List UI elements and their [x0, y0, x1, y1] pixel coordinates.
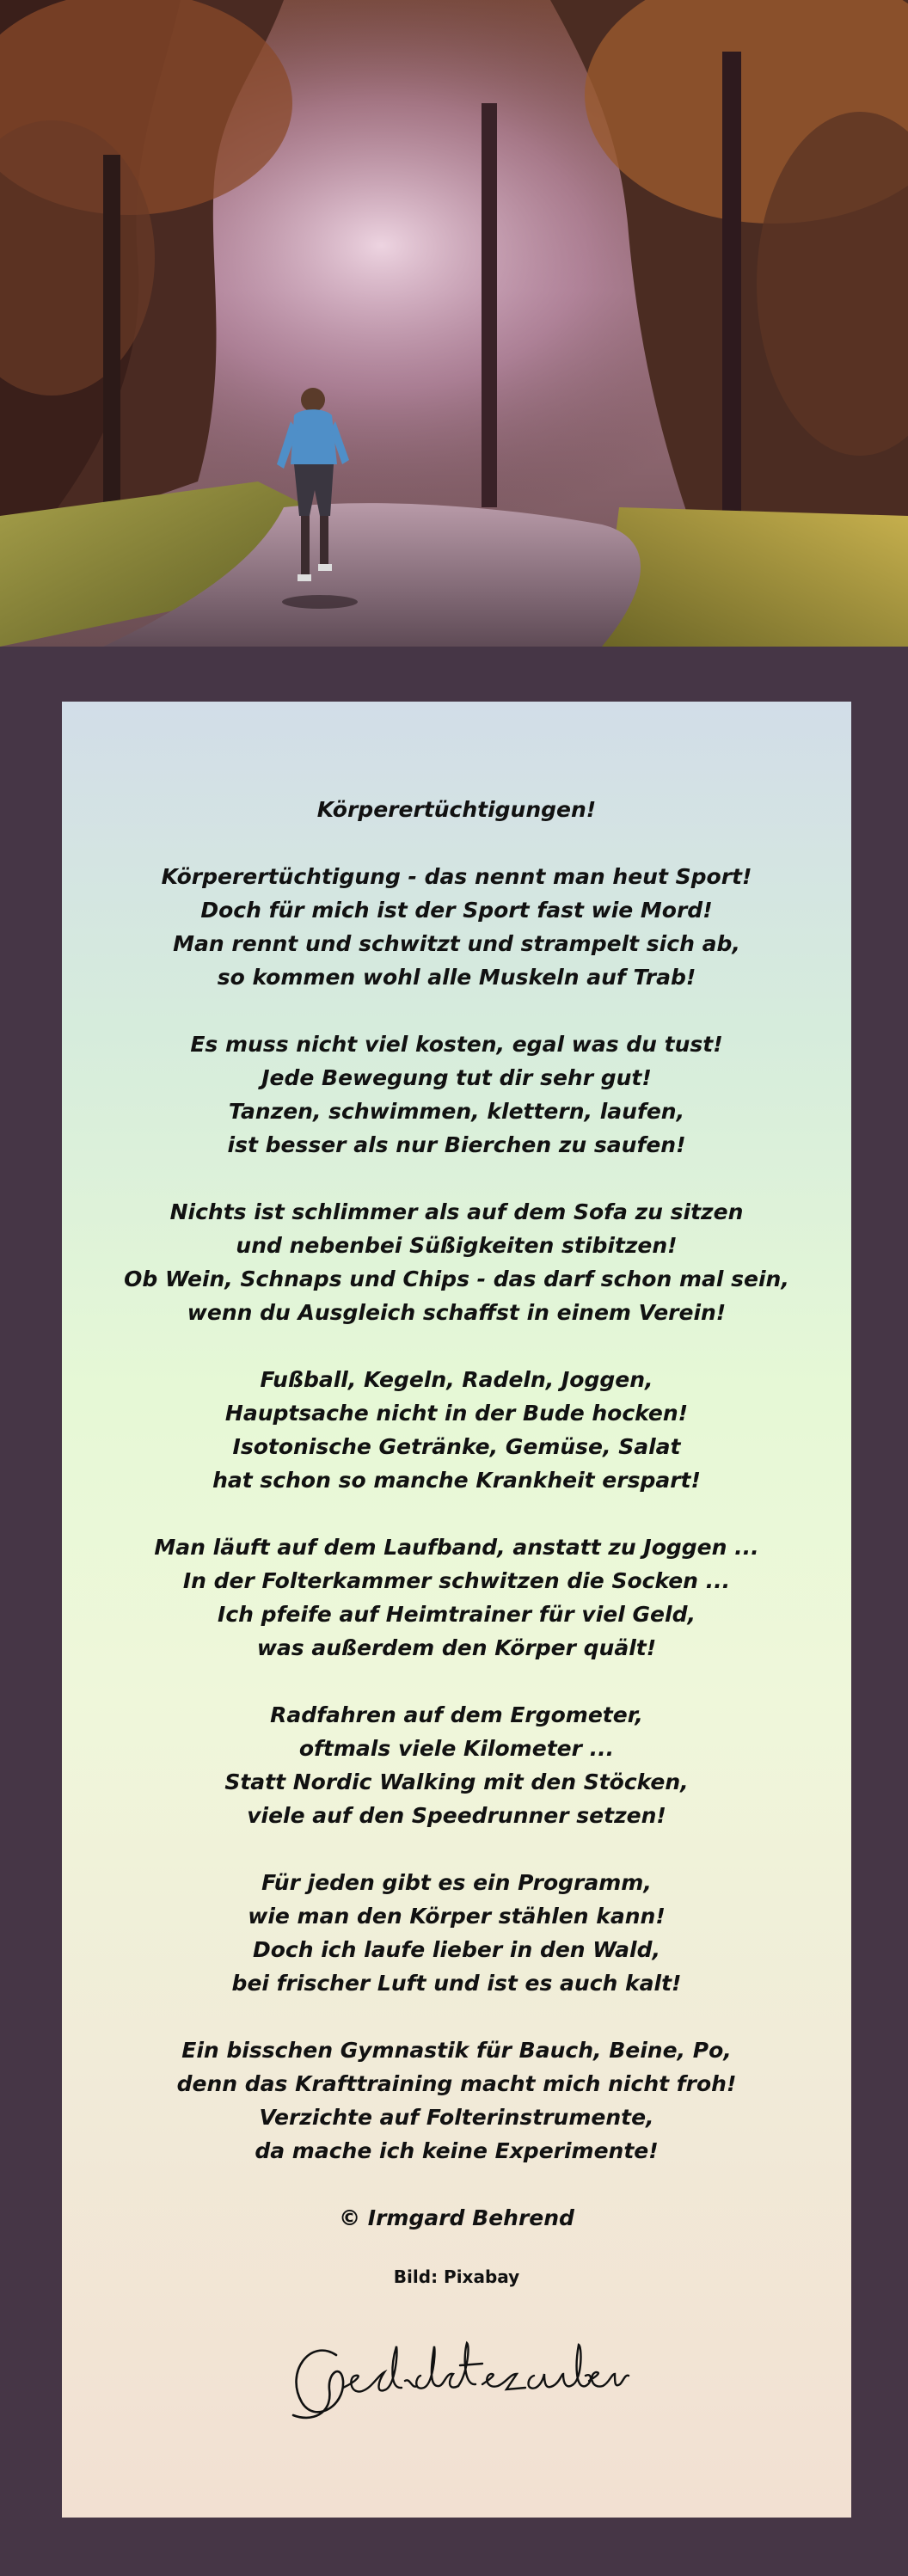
- poem-line: Fußball, Kegeln, Radeln, Joggen,: [260, 1367, 653, 1392]
- copyright: © Irmgard Behrend: [339, 2205, 574, 2230]
- stanza-1: [62, 860, 851, 994]
- poem-line: und nebenbei Süßigkeiten stibitzen!: [236, 1233, 678, 1258]
- poem-line: Ein bisschen Gymnastik für Bauch, Beine, Po,: [181, 2038, 732, 2063]
- poem-line: Für jeden gibt es ein Programm,: [261, 1870, 652, 1895]
- poem-line: Körperertüchtigung - das nennt man heut Sport!: [161, 864, 752, 889]
- poem-line: Es muss nicht viel kosten, egal was du tust!: [190, 1032, 723, 1057]
- poem-line: Doch für mich ist der Sport fast wie Mord!: [200, 898, 713, 923]
- poem-line: viele auf den Speedrunner setzen!: [247, 1803, 666, 1828]
- poem-line: Ich pfeife auf Heimtrainer für viel Geld,: [218, 1602, 696, 1627]
- poem-title: Körperertüchtigungen!: [316, 797, 597, 822]
- poem-line: Hauptsache nicht in der Bude hocken!: [224, 1401, 689, 1426]
- stanza-2: [62, 1027, 851, 1162]
- poem: [62, 793, 851, 2427]
- poem-line: Statt Nordic Walking mit den Stöcken,: [224, 1769, 689, 1794]
- poem-line: Tanzen, schwimmen, klettern, laufen,: [228, 1099, 685, 1124]
- stanza-8: [62, 2033, 851, 2168]
- poem-line: denn das Krafttraining macht mich nicht froh!: [176, 2071, 737, 2096]
- poem-line: oftmals viele Kilometer ...: [298, 1736, 615, 1761]
- poem-line: wenn du Ausgleich schaffst in einem Verein!: [187, 1300, 727, 1325]
- poem-line: Isotonische Getränke, Gemüse, Salat: [232, 1434, 681, 1459]
- poem-line: so kommen wohl alle Muskeln auf Trab!: [217, 965, 696, 990]
- header-photo: [0, 0, 908, 647]
- jogger-on-forest-path-photo: [0, 0, 908, 647]
- poem-line: Doch ich laufe lieber in den Wald,: [252, 1937, 661, 1962]
- image-credit: Bild: Pixabay: [393, 2266, 520, 2287]
- poem-line: hat schon so manche Krankheit erspart!: [212, 1468, 701, 1493]
- poem-line: wie man den Körper stählen kann!: [248, 1904, 666, 1929]
- poem-line: da mache ich keine Experimente!: [255, 2138, 659, 2163]
- poem-line: Jede Bewegung tut dir sehr gut!: [261, 1065, 652, 1090]
- poem-line: Nichts ist schlimmer als auf dem Sofa zu sitzen: [169, 1199, 744, 1224]
- stanza-4: [62, 1363, 851, 1497]
- poem-line: Ob Wein, Schnaps und Chips - das darf schon mal sein,: [124, 1267, 789, 1291]
- poem-line: ist besser als nur Bierchen zu saufen!: [227, 1132, 686, 1157]
- stanza-7: [62, 1866, 851, 2000]
- signature-logo: [276, 2321, 637, 2424]
- stanza-6: [62, 1698, 851, 1832]
- stanza-5: [62, 1530, 851, 1665]
- poem-line: was außerdem den Körper quält!: [256, 1635, 657, 1660]
- poem-line: In der Folterkammer schwitzen die Socken ...: [182, 1568, 731, 1593]
- poem-line: bei frischer Luft und ist es auch kalt!: [231, 1971, 682, 1996]
- poem-card: [62, 702, 851, 2518]
- poem-line: Man rennt und schwitzt und strampelt sich ab,: [173, 931, 740, 956]
- poem-line: Man läuft auf dem Laufband, anstatt zu Joggen ...: [154, 1535, 759, 1560]
- poem-line: Verzichte auf Folterinstrumente,: [259, 2105, 654, 2130]
- stanza-3: [62, 1195, 851, 1329]
- poem-line: Radfahren auf dem Ergometer,: [270, 1702, 643, 1727]
